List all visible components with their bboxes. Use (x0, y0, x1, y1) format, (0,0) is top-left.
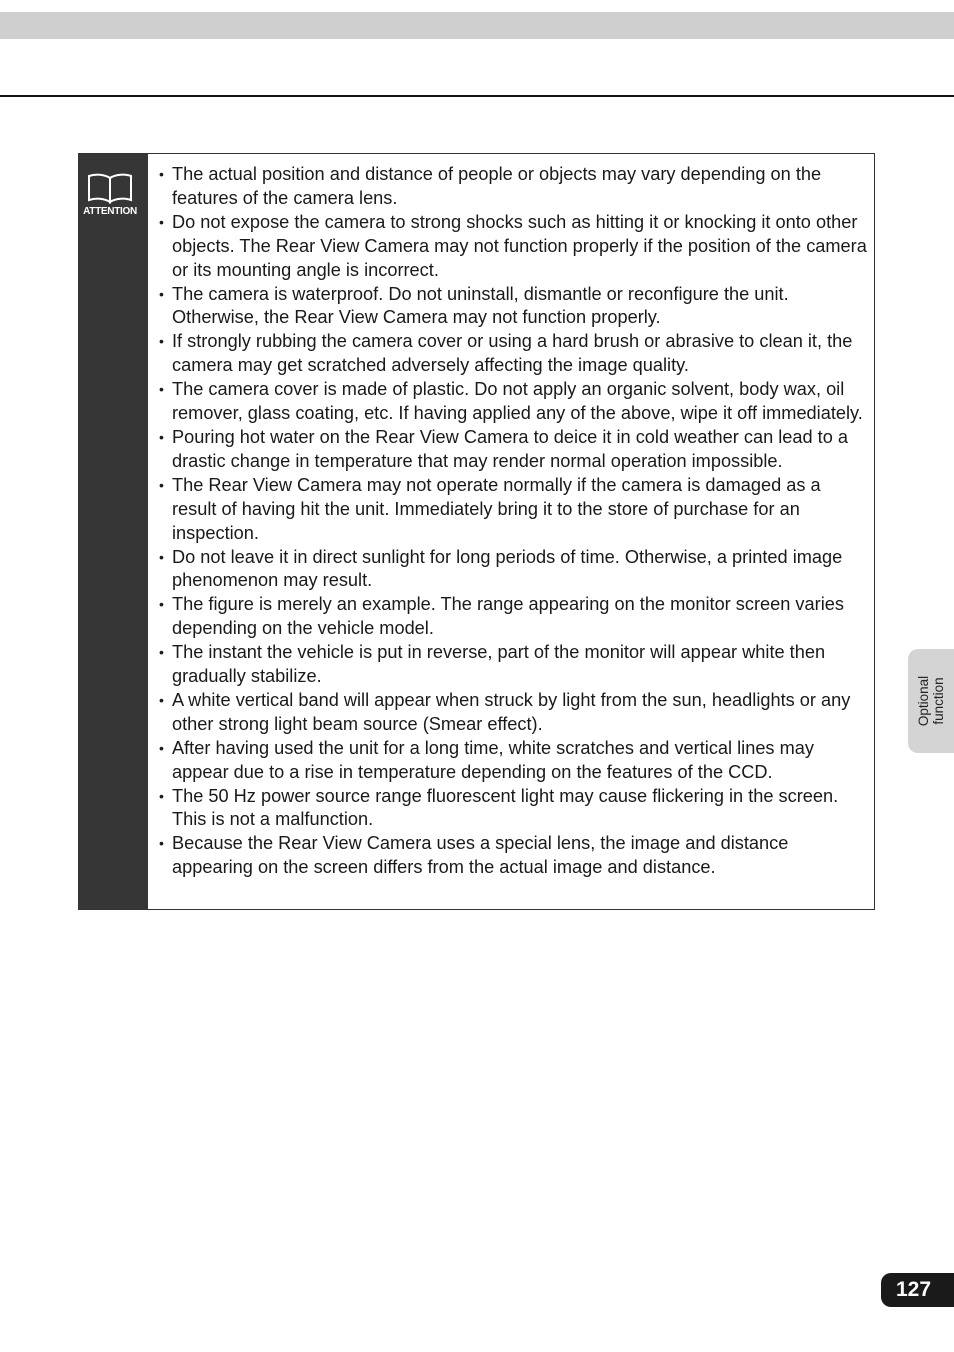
note-text: The instant the vehicle is put in reverse, part of the monitor will appear white then gradually stabilize. (172, 642, 826, 687)
bullet-icon: • (159, 381, 164, 398)
bullet-icon: • (159, 166, 164, 182)
note-text: The 50 Hz power source range fluorescent light may cause flickering in the screen. This is not a malfunction. (172, 785, 839, 830)
bullet-icon: • (159, 476, 164, 493)
note-text: The figure is merely an example. The range appearing on the monitor screen varies depending on the vehicle model. (172, 594, 844, 639)
list-item (159, 689, 868, 737)
bullet-icon: • (159, 787, 164, 804)
note-text: After having used the unit for a long time, white scratches and vertical lines may appear due to a rise in temperature depending on the features of the CCD. (172, 737, 814, 782)
bullet-icon: • (159, 285, 164, 302)
note-text: Do not expose the camera to strong shocks such as hitting it or knocking it onto other objects. The Rear View Camera may not function properly if the position of the camera or its mounting angle is incorrect. (172, 211, 867, 280)
list-item (159, 378, 868, 426)
bullet-icon: • (159, 644, 164, 661)
bullet-icon: • (159, 548, 164, 565)
side-tab-label (916, 676, 946, 726)
bullet-icon: • (159, 213, 164, 230)
list-item (159, 163, 868, 211)
bullet-icon: • (159, 739, 164, 756)
list-item (159, 474, 868, 546)
note-text: The actual position and distance of people or objects may vary depending on the features of the camera lens. (172, 164, 822, 208)
bullet-icon: • (159, 333, 164, 350)
header-rule (0, 95, 954, 97)
bullet-icon: • (159, 428, 164, 445)
list-item (159, 832, 868, 880)
open-book-icon (87, 172, 133, 204)
attention-sidebar (78, 154, 148, 909)
note-text: Do not leave it in direct sunlight for long periods of time. Otherwise, a printed image phenomenon may result. (172, 546, 843, 591)
top-header-band (0, 12, 954, 39)
note-text: A white vertical band will appear when struck by light from the sun, headlights or any other strong light beam source (Smear effect). (172, 689, 851, 734)
bullet-icon: • (159, 691, 164, 708)
side-tab-line-1: Optional (916, 675, 931, 727)
note-text: If strongly rubbing the camera cover or using a hard brush or abrasive to clean it, the camera may get scratched adversely affecting the image quality. (172, 331, 853, 376)
list-item (159, 330, 868, 378)
list-item (159, 593, 868, 641)
list-item (159, 641, 868, 689)
list-item (159, 283, 868, 331)
list-item (159, 785, 868, 833)
note-text: The camera cover is made of plastic. Do not apply an organic solvent, body wax, oil remover, glass coating, etc. If having applied any of the above, wipe it off immediately. (172, 379, 863, 424)
bullet-icon: • (159, 596, 164, 613)
note-text: The camera is waterproof. Do not uninstall, dismantle or reconfigure the unit. Otherwise, the Rear View Camera may not function properly. (172, 283, 789, 328)
attention-notes-list (148, 154, 874, 909)
note-text: Pouring hot water on the Rear View Camera to deice it in cold weather can lead to a drastic change in temperature that may render normal operation impossible. (172, 426, 849, 471)
list-item (159, 426, 868, 474)
note-text: The Rear View Camera may not operate normally if the camera is damaged as a result of having hit the unit. Immediately bring it to the store of purchase for an inspection. (172, 474, 821, 543)
bullet-icon: • (159, 835, 164, 852)
attention-box (78, 153, 875, 910)
list-item (159, 737, 868, 785)
side-tab-line-2: function (931, 677, 946, 725)
page-number: 127 (881, 1273, 954, 1307)
note-text: Because the Rear View Camera uses a special lens, the image and distance appearing on the screen differs from the actual image and distance. (172, 833, 789, 878)
list-item (159, 211, 868, 283)
attention-label: ATTENTION (83, 206, 137, 217)
list-item (159, 546, 868, 594)
section-side-tab (908, 649, 954, 753)
